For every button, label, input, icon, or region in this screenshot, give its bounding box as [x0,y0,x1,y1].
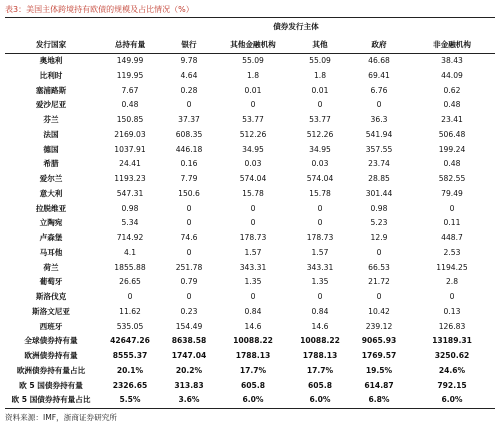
table-row [5,231,495,246]
cell-government: 0.98 [370,203,388,213]
table-row [5,69,495,84]
cell-government: 0 [376,292,382,301]
cell-country: 葡萄牙 [39,277,63,287]
cell-government: 66.53 [368,262,390,272]
table-row [5,246,495,261]
cell-total: 2169.03 [114,129,146,139]
cell-other-financial: 1788.13 [235,351,271,360]
cell-other: 605.8 [307,380,333,390]
cell-non-financial: 0 [449,203,455,213]
cell-other-financial: 15.78 [242,188,264,198]
cell-other: 574.04 [306,174,334,183]
cell-other: 1.35 [311,277,329,287]
cell-other-financial: 605.8 [240,380,266,390]
cell-other: 17.7% [306,365,334,375]
cell-government: 5.23 [370,218,388,228]
cell-government: 9065.93 [361,336,397,346]
cell-banks: 74.6 [180,233,198,242]
cell-other: 10088.22 [300,336,340,346]
cell-total: 4.1 [123,247,137,257]
cell-other-financial: 1.8 [246,70,260,80]
table-row [5,113,495,128]
cell-government: 0 [376,100,382,110]
cell-banks: 154.49 [175,321,203,331]
cell-other: 0 [317,203,323,213]
cell-other: 1.57 [311,247,329,257]
cell-non-financial: 2.8 [445,277,459,287]
cell-other-financial: 53.77 [242,115,264,124]
cell-other: 343.31 [306,262,334,272]
cell-country: 斯洛文尼亚 [32,306,70,316]
cell-government: 28.85 [368,174,390,183]
cell-other-financial: 17.7% [239,365,267,375]
cell-other-financial: 343.31 [239,262,267,272]
col-header-non-financial: 非金融机构 [409,36,495,54]
cell-banks: 4.64 [180,70,198,80]
cell-total: 0.98 [121,203,139,213]
table-row [5,290,495,305]
cell-country: 卢森堡 [39,233,63,242]
cell-government: 10.42 [368,306,390,316]
cell-government: 239.12 [365,321,393,331]
cell-country: 奥地利 [39,56,63,65]
table-row [5,349,495,364]
cell-banks: 3.6% [163,393,215,408]
cell-other-financial: 0 [250,203,256,213]
cell-country: 塞浦路斯 [35,85,67,95]
cell-other: 55.09 [309,56,331,65]
cell-country: 拉脱维亚 [35,203,67,213]
cell-total: 5.34 [121,218,139,228]
col-header-other-financial: 其他金融机构 [215,36,291,54]
table-row [5,143,495,158]
cell-total: 5.5% [97,393,163,408]
cell-government: 1769.57 [361,351,397,360]
cell-banks: 150.6 [178,188,200,198]
cell-other: 0 [317,218,323,228]
cell-total: 8555.37 [112,351,148,360]
cell-non-financial: 0.62 [443,85,461,95]
table-row [5,320,495,335]
cell-non-financial: 0.48 [443,100,461,110]
table-caption: 表3：美国主体跨境持有欧债的规模及占比情况（%） [5,5,194,14]
cell-total: 42647.26 [110,336,150,346]
cell-non-financial: 24.6% [438,365,466,375]
cell-country: 法国 [43,129,59,139]
cell-government: 46.68 [368,56,390,65]
cell-non-financial: 13189.31 [432,336,472,346]
table-row [5,54,495,69]
cell-banks: 0.16 [180,159,198,169]
cell-other: 15.78 [309,188,331,198]
cell-banks: 0 [186,203,192,213]
col-header-banks: 银行 [163,36,215,54]
cell-government: 301.44 [365,188,393,198]
cell-non-financial: 38.43 [441,56,463,65]
cell-total: 119.95 [116,70,144,80]
cell-country: 比利时 [39,70,63,80]
cell-total: 2326.65 [112,380,148,390]
table-row [5,187,495,202]
col-header-government: 政府 [349,36,409,54]
cell-total: 1037.91 [114,144,146,154]
cell-other-financial: 6.0% [215,393,291,408]
cell-total: 535.05 [116,321,144,331]
source-note: 资料来源：IMF，浙商证券研究所 [5,413,117,422]
cell-country: 意大利 [39,188,63,198]
cell-government: 12.9 [370,233,388,242]
cell-banks: 37.37 [178,115,200,124]
cell-banks: 8638.58 [171,336,207,346]
cell-government: 541.94 [365,129,393,139]
cell-other-financial: 1.57 [244,247,262,257]
table-row [5,98,495,113]
cell-other-financial: 574.04 [239,174,267,183]
cell-government: 21.72 [368,277,390,287]
cell-other-financial: 1.35 [244,277,262,287]
cell-other: 0.84 [311,306,329,316]
table-row [5,334,495,349]
cell-non-financial: 6.0% [409,393,495,408]
cell-non-financial: 2.53 [443,247,461,257]
cell-other: 1788.13 [302,351,338,360]
cell-other-financial: 0 [250,100,256,110]
cell-banks: 9.78 [180,56,198,65]
cell-other-financial: 0.84 [244,306,262,316]
cell-total: 24.41 [119,159,141,169]
group-header-row [5,18,495,37]
cell-non-financial: 3250.62 [434,351,470,360]
cell-country: 希腊 [43,159,59,169]
cell-country: 西班牙 [39,321,63,331]
cell-government: 6.8% [349,393,409,408]
cell-total: 1193.23 [114,174,146,183]
cell-country: 全球债券持有量 [24,336,78,346]
cell-non-financial: 506.48 [438,129,466,139]
cell-other-financial: 0.01 [244,85,262,95]
cell-total: 20.1% [116,365,144,375]
table-row [5,128,495,143]
cell-other-financial: 0.03 [244,159,262,169]
col-header-country: 发行国家 [5,36,97,54]
cell-country: 欧洲债券持有量 [24,351,78,360]
col-header-other: 其他 [291,36,349,54]
table-body [5,54,495,409]
cell-non-financial: 23.41 [441,115,463,124]
table-row [5,364,495,379]
cell-government: 0 [376,247,382,257]
cell-country: 荷兰 [43,262,59,272]
cell-banks: 0.79 [180,277,198,287]
cell-country: 芬兰 [43,115,59,124]
cell-banks: 0 [186,218,192,228]
cell-non-financial: 199.24 [438,144,466,154]
cell-other: 0 [317,100,323,110]
cell-banks: 1747.04 [171,351,207,360]
table-row [5,202,495,217]
cell-country: 德国 [43,144,59,154]
cell-non-financial: 0.11 [443,218,461,228]
cell-country: 爱沙尼亚 [35,100,67,110]
cell-banks: 0.23 [180,306,198,316]
cell-banks: 0 [186,247,192,257]
cell-other-financial: 512.26 [239,129,267,139]
cell-banks: 446.18 [175,144,203,154]
cell-non-financial: 0 [449,292,455,301]
cell-other: 0.01 [311,85,329,95]
cell-other-financial: 10088.22 [233,336,273,346]
cell-non-financial: 582.55 [438,174,466,183]
cell-banks: 20.2% [175,365,203,375]
cell-other: 0 [317,292,323,301]
cell-non-financial: 1194.25 [436,262,468,272]
cell-banks: 251.78 [175,262,203,272]
cell-total: 11.62 [119,306,141,316]
cell-country: 欧 5 国债券持有量占比 [5,393,97,408]
cell-country: 欧 5 国债券持有量 [19,380,83,390]
cell-country: 马耳他 [39,247,63,257]
cell-government: 36.3 [370,115,388,124]
cell-government: 19.5% [365,365,393,375]
cell-other-financial: 0 [250,292,256,301]
cell-banks: 313.83 [174,380,204,390]
group-header: 债券发行主体 [273,22,319,31]
cell-banks: 7.79 [180,174,198,183]
cell-banks: 0.28 [180,85,198,95]
cell-other: 1.8 [313,70,327,80]
cell-total: 547.31 [116,188,144,198]
cell-other: 512.26 [306,129,334,139]
cell-other: 34.95 [309,144,331,154]
column-header-row [5,36,495,54]
table-row [5,261,495,276]
cell-total: 0 [127,292,133,301]
cell-other-financial: 0 [250,218,256,228]
cell-country: 斯洛伐克 [35,292,67,301]
table-row [5,84,495,99]
cell-other-financial: 55.09 [242,56,264,65]
cell-non-financial: 126.83 [438,321,466,331]
table-row [5,305,495,320]
table-row [5,157,495,172]
cell-country: 立陶宛 [39,218,63,228]
cell-total: 150.85 [116,115,144,124]
cell-total: 26.65 [119,277,141,287]
table-row [5,379,495,394]
cell-non-financial: 79.49 [441,188,463,198]
cell-government: 23.74 [368,159,390,169]
cell-non-financial: 0.48 [443,159,461,169]
col-header-total: 总持有量 [97,36,163,54]
cell-other-financial: 34.95 [242,144,264,154]
table-row [5,216,495,231]
cell-total: 1855.88 [114,262,146,272]
table-row [5,172,495,187]
cell-banks: 608.35 [175,129,203,139]
cell-non-financial: 792.15 [437,380,467,390]
cell-government: 6.76 [370,85,388,95]
cell-other-financial: 14.6 [244,321,262,331]
holdings-table [5,17,495,409]
table-row [5,393,495,408]
cell-total: 149.99 [116,56,144,65]
cell-country: 欧洲债券持有量占比 [16,365,86,375]
cell-government: 69.41 [368,70,390,80]
cell-non-financial: 0.13 [443,306,461,316]
cell-non-financial: 448.7 [441,233,463,242]
cell-total: 714.92 [116,233,144,242]
cell-other: 53.77 [309,115,331,124]
cell-non-financial: 44.09 [441,70,463,80]
cell-country: 爱尔兰 [39,174,63,183]
cell-government: 357.55 [365,144,393,154]
cell-total: 0.48 [121,100,139,110]
cell-other-financial: 178.73 [239,233,267,242]
group-header-spacer [5,18,97,37]
cell-government: 614.87 [364,380,394,390]
cell-banks: 0 [186,292,192,301]
cell-other: 0.03 [311,159,329,169]
table-row [5,275,495,290]
cell-other: 14.6 [311,321,329,331]
cell-other: 178.73 [306,233,334,242]
cell-other: 6.0% [291,393,349,408]
cell-total: 7.67 [121,85,139,95]
cell-banks: 0 [186,100,192,110]
